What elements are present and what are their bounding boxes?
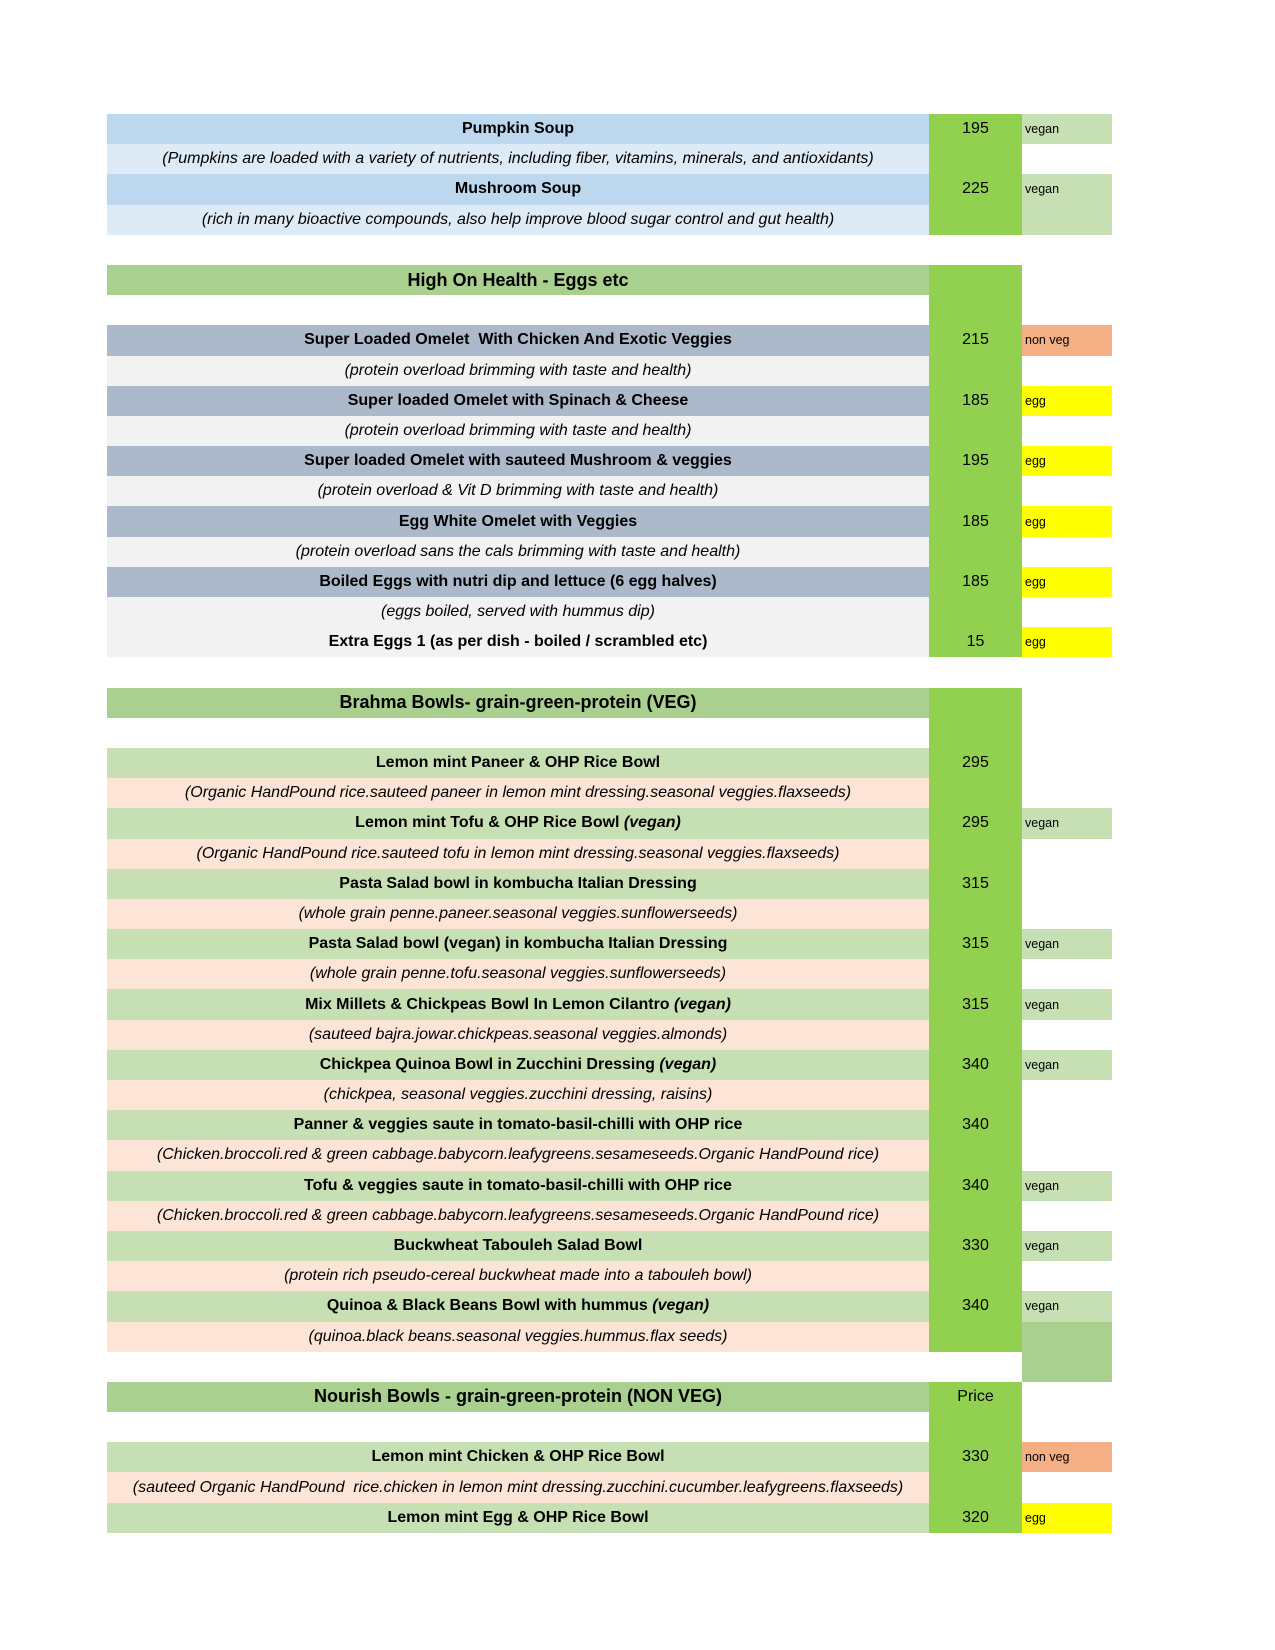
tag-cell: [1022, 657, 1112, 687]
item-cell: [107, 1382, 929, 1412]
item-cell: [107, 627, 929, 657]
item-name-text: Pasta Salad bowl in kombucha Italian Dressing: [339, 874, 697, 892]
tag-cell: [1022, 1261, 1112, 1291]
item-description: (whole grain penne.paneer.seasonal veggies.sunflowerseeds): [298, 904, 738, 922]
tag-cell: [1022, 265, 1112, 295]
item-cell: [107, 1352, 929, 1382]
price-cell: [929, 356, 1022, 386]
section-header-row: [107, 1382, 1112, 1412]
item-name-text: Mushroom Soup: [454, 180, 582, 198]
item-name-text: Boiled Eggs with nutri dip and lettuce (6 egg halves): [319, 572, 717, 590]
item-price: 295: [962, 754, 989, 772]
item-price: 330: [962, 1237, 989, 1255]
price-cell: [929, 808, 1022, 838]
menu-item-row: [107, 1503, 1112, 1533]
item-price: 185: [962, 572, 989, 590]
item-description: (protein overload & Vit D brimming with taste and health): [317, 482, 719, 500]
menu-item-row: [107, 174, 1112, 204]
item-description-row: [107, 1201, 1112, 1231]
tag-cell: [1022, 1291, 1112, 1321]
item-name: [319, 573, 716, 591]
diet-tag: vegan: [1025, 1057, 1060, 1072]
item-description-row: [107, 1322, 1112, 1352]
menu-item-row: [107, 808, 1112, 838]
item-name-text: Panner & veggies saute in tomato-basil-chilli with OHP rice: [293, 1116, 743, 1134]
blank-row: [107, 718, 1112, 748]
price-cell: [929, 295, 1022, 325]
item-cell: [107, 356, 929, 386]
item-description: (rich in many bioactive compounds, also help improve blood sugar control and gut health): [201, 210, 835, 228]
price-cell: [929, 959, 1022, 989]
menu-item-row: [107, 506, 1112, 536]
item-name: [320, 1056, 717, 1074]
item-cell: [107, 295, 929, 325]
item-description-row: [107, 144, 1112, 174]
diet-tag: egg: [1025, 574, 1046, 589]
tag-cell: [1022, 808, 1112, 838]
blank-row: [107, 1412, 1112, 1442]
item-cell: [107, 839, 929, 869]
tag-cell: [1022, 1322, 1112, 1352]
item-price: 195: [962, 452, 989, 470]
tag-cell: [1022, 1020, 1112, 1050]
price-column-header: Price: [957, 1387, 994, 1405]
item-name: [294, 1116, 743, 1134]
item-name-text: Pasta Salad bowl (vegan) in kombucha Italian Dressing: [308, 935, 728, 953]
item-cell: [107, 1080, 929, 1110]
section-header-row: [107, 688, 1112, 718]
tag-cell: [1022, 1412, 1112, 1442]
item-description: (sauteed bajra.jowar.chickpeas.seasonal veggies.almonds): [308, 1025, 728, 1043]
price-cell: [929, 537, 1022, 567]
item-cell: [107, 537, 929, 567]
item-name-text: Super loaded Omelet with sauteed Mushroom & veggies: [304, 452, 732, 470]
item-cell: [107, 114, 929, 144]
item-cell: [107, 567, 929, 597]
diet-tag: egg: [1025, 635, 1046, 650]
item-description-row: [107, 1080, 1112, 1110]
tag-cell: [1022, 144, 1112, 174]
tag-cell: [1022, 174, 1112, 204]
item-cell: [107, 1050, 929, 1080]
price-cell: [929, 1140, 1022, 1170]
item-name-text: Egg White Omelet with Veggies: [398, 512, 638, 530]
price-cell: [929, 446, 1022, 476]
item-cell: [107, 1261, 929, 1291]
item-description: (Organic HandPound rice.sauteed tofu in lemon mint dressing.seasonal veggies.flaxseeds): [196, 844, 840, 862]
item-description-row: [107, 778, 1112, 808]
item-name-text: Super Loaded Omelet With Chicken And Exotic Veggies: [304, 331, 732, 349]
menu-item-row: [107, 869, 1112, 899]
tag-cell: [1022, 718, 1112, 748]
section-title: Nourish Bowls - grain-green-protein (NON VEG): [313, 1386, 722, 1407]
item-name: [394, 1237, 643, 1255]
menu-sheet: [107, 114, 1112, 1533]
item-cell: [107, 416, 929, 446]
menu-item-row: [107, 1171, 1112, 1201]
price-cell: [929, 567, 1022, 597]
item-cell: [107, 778, 929, 808]
menu-item-row: [107, 989, 1112, 1019]
item-cell: [107, 929, 929, 959]
price-cell: [929, 1261, 1022, 1291]
price-cell: [929, 657, 1022, 687]
price-cell: [929, 1171, 1022, 1201]
item-description: (protein overload brimming with taste and health): [344, 361, 692, 379]
tag-cell: [1022, 506, 1112, 536]
section-title: High On Health - Eggs etc: [407, 269, 629, 290]
menu-item-row: [107, 114, 1112, 144]
tag-cell: [1022, 1442, 1112, 1472]
tag-cell: [1022, 929, 1112, 959]
item-name: [304, 1177, 732, 1195]
item-price: 295: [962, 814, 989, 832]
item-cell: [107, 476, 929, 506]
item-description-row: [107, 959, 1112, 989]
diet-tag: non veg: [1025, 333, 1070, 348]
section-header-row: [107, 265, 1112, 295]
item-description: (Chicken.broccoli.red & green cabbage.babycorn.leafygreens.sesameseeds.Organic HandPound rice): [156, 1206, 880, 1224]
spacer-row: [107, 657, 1112, 687]
price-cell: [929, 1110, 1022, 1140]
diet-tag: vegan: [1025, 122, 1060, 137]
item-name-text: Lemon mint Egg & OHP Rice Bowl: [387, 1508, 649, 1526]
price-cell: [929, 1382, 1022, 1412]
price-cell: [929, 1080, 1022, 1110]
menu-item-row: [107, 446, 1112, 476]
item-price: 315: [962, 935, 989, 953]
tag-cell: [1022, 416, 1112, 446]
spacer-row: [107, 235, 1112, 265]
price-cell: [929, 989, 1022, 1019]
item-cell: [107, 1201, 929, 1231]
item-description: (sauteed Organic HandPound rice.chicken in lemon mint dressing.zucchini.cucumber.leafygreens.flaxseeds): [132, 1478, 904, 1496]
item-description: (quinoa.black beans.seasonal veggies.hummus.flax seeds): [308, 1327, 728, 1345]
menu-item-row: [107, 627, 1112, 657]
tag-cell: [1022, 446, 1112, 476]
tag-cell: [1022, 627, 1112, 657]
item-name: [339, 875, 696, 893]
tag-cell: [1022, 748, 1112, 778]
item-description-row: [107, 597, 1112, 627]
item-description: (Organic HandPound rice.sauteed paneer in lemon mint dressing.seasonal veggies.flaxseeds): [184, 784, 852, 802]
menu-item-row: [107, 1291, 1112, 1321]
menu-item-row: [107, 386, 1112, 416]
price-cell: [929, 929, 1022, 959]
price-cell: [929, 1201, 1022, 1231]
item-name-text: Lemon mint Chicken & OHP Rice Bowl: [371, 1448, 665, 1466]
tag-cell: [1022, 899, 1112, 929]
tag-cell: [1022, 537, 1112, 567]
item-cell: [107, 688, 929, 718]
item-cell: [107, 718, 929, 748]
vegan-note: (vegan): [652, 1297, 710, 1315]
menu-item-row: [107, 1110, 1112, 1140]
tag-cell: [1022, 1382, 1112, 1412]
tag-cell: [1022, 1080, 1112, 1110]
item-cell: [107, 748, 929, 778]
item-description: (protein rich pseudo-cereal buckwheat made into a tabouleh bowl): [284, 1267, 752, 1285]
item-cell: [107, 1442, 929, 1472]
item-name: [376, 754, 660, 772]
item-name: [309, 935, 728, 953]
menu-item-row: [107, 1442, 1112, 1472]
menu-item-row: [107, 567, 1112, 597]
item-cell: [107, 1412, 929, 1442]
diet-tag: vegan: [1025, 1178, 1060, 1193]
diet-tag: vegan: [1025, 1239, 1060, 1254]
item-description: (eggs boiled, served with hummus dip): [381, 603, 655, 621]
item-cell: [107, 1171, 929, 1201]
item-price: 315: [962, 874, 989, 892]
menu-item-row: [107, 325, 1112, 355]
price-cell: [929, 869, 1022, 899]
tag-cell: [1022, 1201, 1112, 1231]
item-description-row: [107, 1261, 1112, 1291]
diet-tag: egg: [1025, 393, 1046, 408]
tag-cell: [1022, 476, 1112, 506]
item-cell: [107, 959, 929, 989]
item-cell: [107, 989, 929, 1019]
item-cell: [107, 657, 929, 687]
tag-cell: [1022, 688, 1112, 718]
item-name-text: Tofu & veggies saute in tomato-basil-chilli with OHP rice: [304, 1176, 732, 1194]
item-price: 340: [962, 1055, 989, 1073]
price-cell: [929, 748, 1022, 778]
item-price: 330: [962, 1448, 989, 1466]
menu-item-row: [107, 929, 1112, 959]
tag-cell: [1022, 1503, 1112, 1533]
tag-cell: [1022, 778, 1112, 808]
diet-tag: vegan: [1025, 182, 1060, 197]
item-cell: [107, 1140, 929, 1170]
item-cell: [107, 446, 929, 476]
item-description: (Pumpkins are loaded with a variety of nutrients, including fiber, vitamins, minerals, and antioxidants): [162, 150, 874, 168]
diet-tag: vegan: [1025, 997, 1060, 1012]
tag-cell: [1022, 1472, 1112, 1502]
section-title: Brahma Bowls- grain-green-protein (VEG): [339, 692, 697, 713]
item-description-row: [107, 899, 1112, 929]
item-price: 340: [962, 1176, 989, 1194]
diet-tag: egg: [1025, 1510, 1046, 1525]
item-cell: [107, 174, 929, 204]
item-name-text: Pumpkin Soup: [462, 120, 574, 138]
price-cell: [929, 1291, 1022, 1321]
menu-item-row: [107, 748, 1112, 778]
tag-cell: [1022, 959, 1112, 989]
item-name-text: Extra Eggs 1 (as per dish - boiled / scrambled etc): [328, 633, 708, 651]
item-price: 340: [962, 1116, 989, 1134]
price-cell: [929, 778, 1022, 808]
item-name-text: Chickpea Quinoa Bowl in Zucchini Dressing: [319, 1055, 660, 1073]
tag-cell: [1022, 1140, 1112, 1170]
menu-item-row: [107, 1231, 1112, 1261]
item-name: [371, 1448, 664, 1466]
price-cell: [929, 1050, 1022, 1080]
item-cell: [107, 1231, 929, 1261]
item-description-row: [107, 476, 1112, 506]
price-cell: [929, 265, 1022, 295]
price-cell: [929, 205, 1022, 235]
item-cell: [107, 386, 929, 416]
item-name-text: Super loaded Omelet with Spinach & Cheese: [347, 391, 689, 409]
item-price: 185: [962, 391, 989, 409]
item-description: (chickpea, seasonal veggies.zucchini dressing, raisins): [323, 1086, 713, 1104]
item-cell: [107, 899, 929, 929]
price-cell: [929, 1352, 1022, 1382]
tag-cell: [1022, 1110, 1112, 1140]
diet-tag: vegan: [1025, 937, 1060, 952]
item-cell: [107, 869, 929, 899]
vegan-note: (vegan): [674, 995, 731, 1013]
item-cell: [107, 808, 929, 838]
menu-item-row: [107, 1050, 1112, 1080]
item-price: 315: [962, 995, 989, 1013]
tag-cell: [1022, 839, 1112, 869]
blank-row: [107, 295, 1112, 325]
item-name-text: Lemon mint Paneer & OHP Rice Bowl: [375, 754, 661, 772]
item-description: (protein overload sans the cals brimming with taste and health): [295, 542, 741, 560]
item-cell: [107, 1110, 929, 1140]
item-description-row: [107, 839, 1112, 869]
tag-cell: [1022, 1352, 1112, 1382]
item-name: [455, 180, 581, 198]
tag-cell: [1022, 295, 1112, 325]
item-cell: [107, 597, 929, 627]
diet-tag: vegan: [1025, 816, 1060, 831]
tag-cell: [1022, 205, 1112, 235]
diet-tag: vegan: [1025, 1299, 1060, 1314]
price-cell: [929, 476, 1022, 506]
item-name-text: Lemon mint Tofu & OHP Rice Bowl: [355, 814, 624, 832]
price-cell: [929, 325, 1022, 355]
item-cell: [107, 1322, 929, 1352]
item-cell: [107, 1020, 929, 1050]
tag-cell: [1022, 567, 1112, 597]
tag-cell: [1022, 869, 1112, 899]
item-description-row: [107, 1020, 1112, 1050]
tag-cell: [1022, 597, 1112, 627]
item-name: [327, 1297, 709, 1315]
tag-cell: [1022, 325, 1112, 355]
tag-cell: [1022, 1171, 1112, 1201]
item-description-row: [107, 356, 1112, 386]
item-name: [305, 996, 731, 1014]
item-description: (protein overload brimming with taste and health): [344, 421, 692, 439]
price-cell: [929, 416, 1022, 446]
vegan-note: (vegan): [659, 1055, 717, 1073]
item-cell: [107, 205, 929, 235]
item-price: 340: [962, 1297, 989, 1315]
item-description-row: [107, 416, 1112, 446]
item-cell: [107, 1472, 929, 1502]
price-cell: [929, 114, 1022, 144]
item-name: [355, 814, 681, 832]
item-price: 185: [962, 512, 989, 530]
tag-cell: [1022, 235, 1112, 265]
item-name-text: Buckwheat Tabouleh Salad Bowl: [393, 1237, 643, 1255]
diet-tag: non veg: [1025, 1450, 1070, 1465]
tag-cell: [1022, 114, 1112, 144]
price-cell: [929, 1412, 1022, 1442]
price-cell: [929, 1322, 1022, 1352]
item-cell: [107, 1503, 929, 1533]
item-cell: [107, 1291, 929, 1321]
tag-cell: [1022, 386, 1112, 416]
price-cell: [929, 688, 1022, 718]
tag-cell: [1022, 1050, 1112, 1080]
item-description-row: [107, 205, 1112, 235]
price-cell: [929, 506, 1022, 536]
price-cell: [929, 1442, 1022, 1472]
item-name: [304, 452, 732, 470]
price-cell: [929, 718, 1022, 748]
item-name: [387, 1509, 648, 1527]
price-cell: [929, 235, 1022, 265]
price-cell: [929, 1020, 1022, 1050]
item-price: 215: [962, 331, 989, 349]
price-cell: [929, 386, 1022, 416]
item-description-row: [107, 1472, 1112, 1502]
item-cell: [107, 325, 929, 355]
item-name: [348, 392, 689, 410]
item-description-row: [107, 1140, 1112, 1170]
item-price: 225: [962, 180, 989, 198]
item-name: [462, 120, 574, 138]
vegan-note: (vegan): [623, 814, 681, 832]
item-name: [304, 331, 732, 349]
item-cell: [107, 144, 929, 174]
item-name: [399, 513, 637, 531]
item-cell: [107, 235, 929, 265]
price-cell: [929, 1472, 1022, 1502]
item-description: (whole grain penne.tofu.seasonal veggies.sunflowerseeds): [309, 965, 727, 983]
tag-cell: [1022, 989, 1112, 1019]
price-cell: [929, 627, 1022, 657]
diet-tag: egg: [1025, 454, 1046, 469]
price-cell: [929, 597, 1022, 627]
price-cell: [929, 174, 1022, 204]
item-name-text: Mix Millets & Chickpeas Bowl In Lemon Cilantro: [305, 995, 675, 1013]
price-cell: [929, 1231, 1022, 1261]
item-name: [329, 633, 708, 651]
item-description-row: [107, 537, 1112, 567]
tag-cell: [1022, 1231, 1112, 1261]
item-name-text: Quinoa & Black Beans Bowl with hummus: [326, 1297, 653, 1315]
price-cell: [929, 1503, 1022, 1533]
spacer-row: [107, 1352, 1112, 1382]
item-price: 195: [962, 120, 989, 138]
item-price: 320: [962, 1508, 989, 1526]
item-price: 15: [966, 633, 985, 651]
item-cell: [107, 506, 929, 536]
price-cell: [929, 899, 1022, 929]
item-cell: [107, 265, 929, 295]
price-cell: [929, 839, 1022, 869]
tag-cell: [1022, 356, 1112, 386]
price-cell: [929, 144, 1022, 174]
diet-tag: egg: [1025, 514, 1046, 529]
item-description: (Chicken.broccoli.red & green cabbage.babycorn.leafygreens.sesameseeds.Organic HandPound rice): [156, 1146, 880, 1164]
